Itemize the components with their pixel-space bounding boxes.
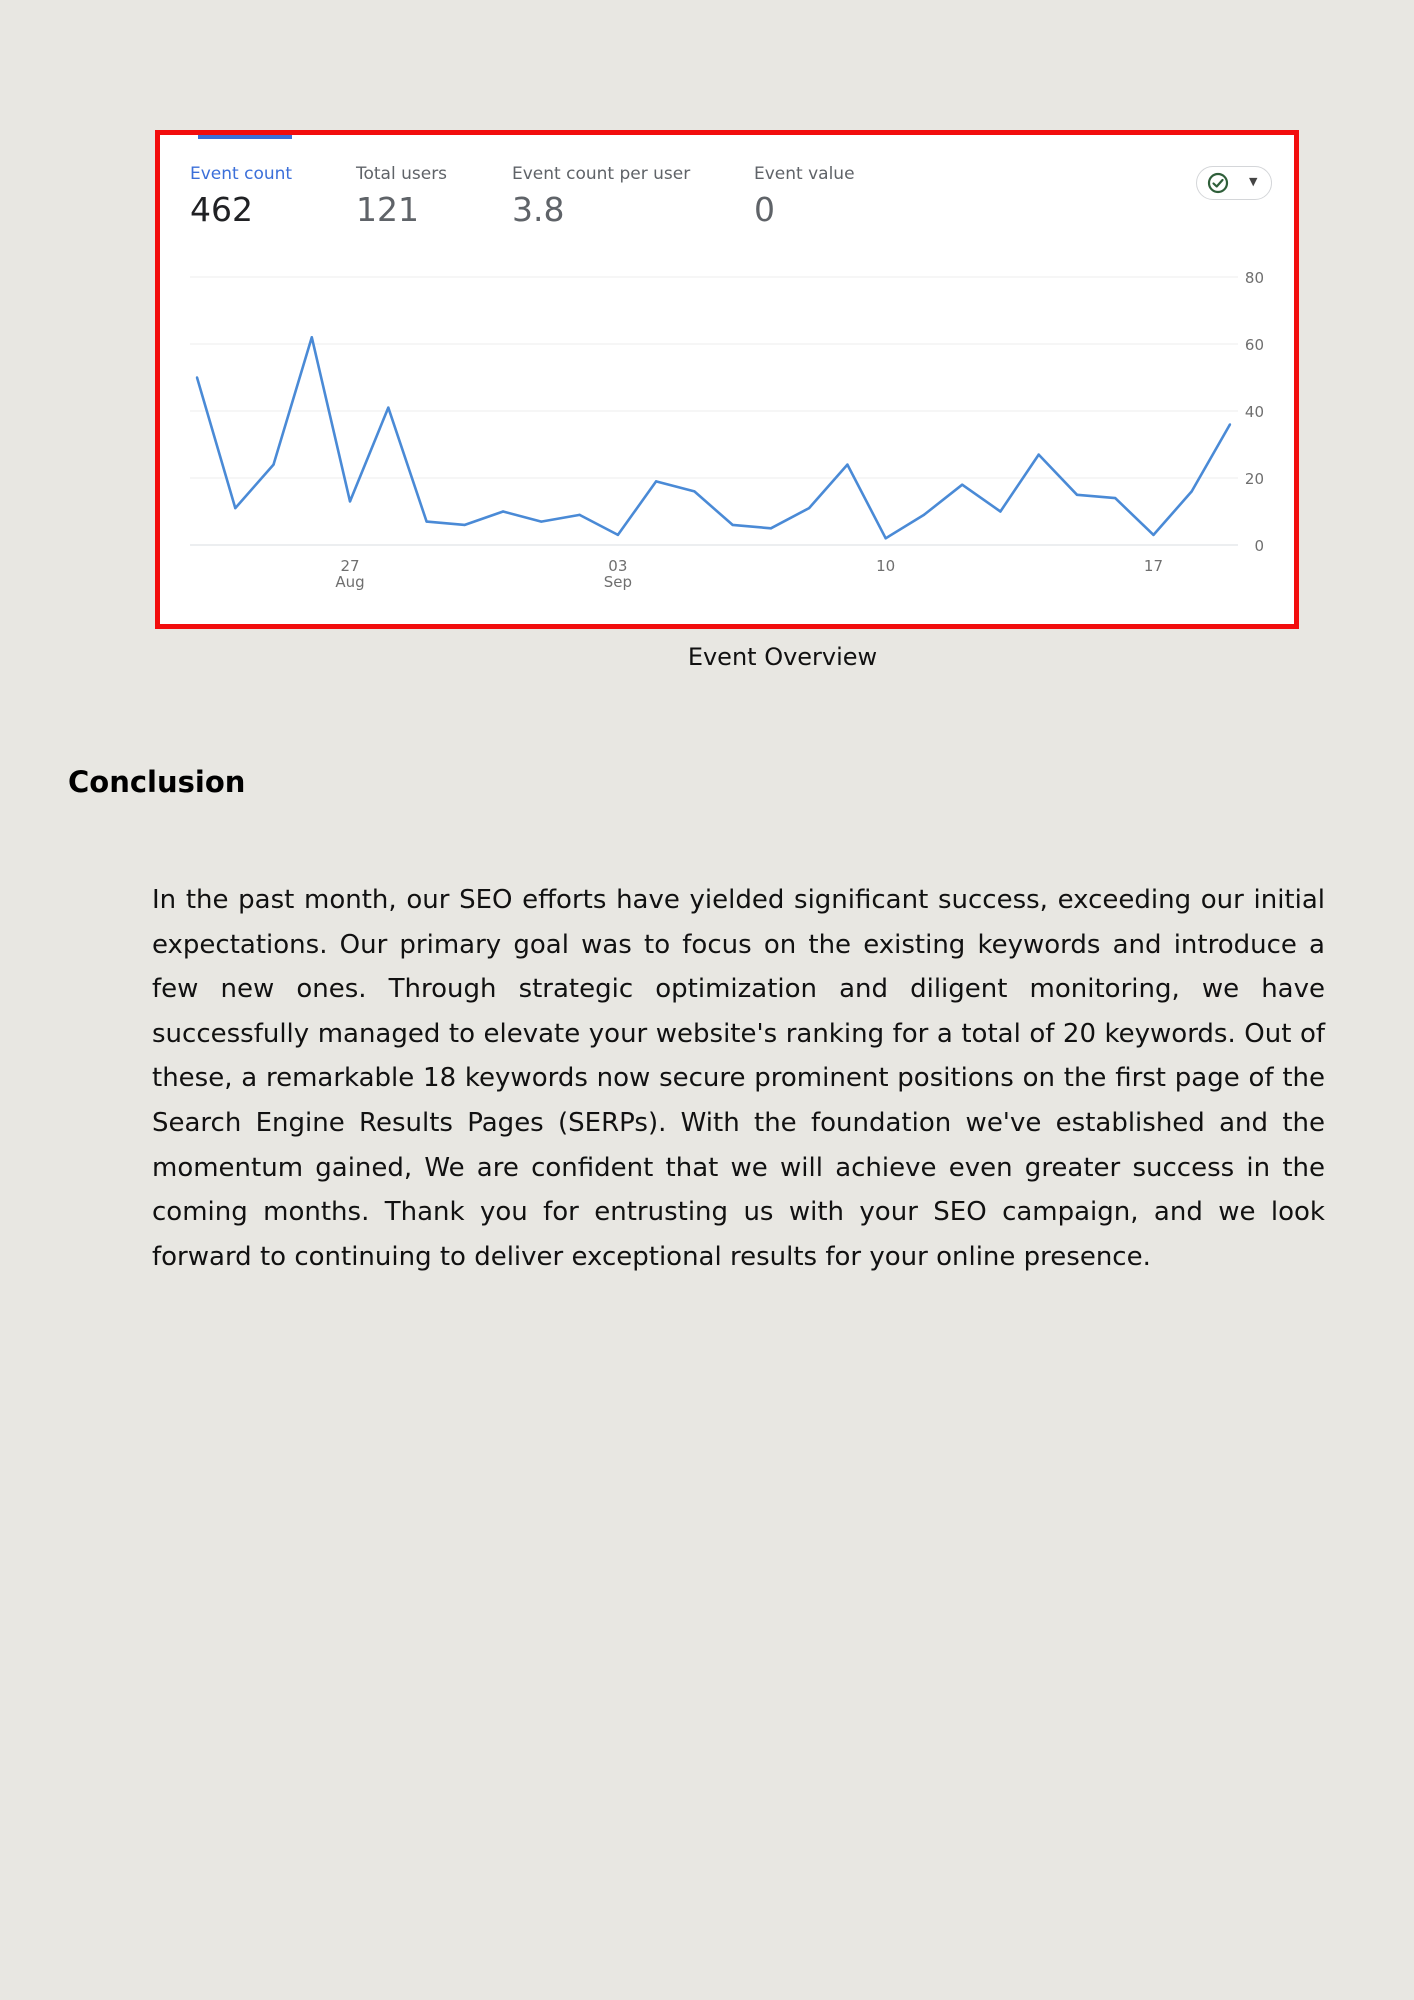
x-tick-month-label: Sep [603,573,632,591]
x-tick-label: 03 [608,557,628,575]
metric-label: Event count per user [512,164,691,184]
caret-down-icon: ▼ [1249,175,1258,188]
data-point [770,527,772,529]
data-point [693,490,695,492]
metric-label: Total users [356,164,448,184]
x-tick-label: 17 [1143,557,1164,575]
data-point [999,510,1001,512]
data-point [846,463,848,465]
data-point [923,514,925,516]
data-point [349,500,351,502]
y-tick-label: 40 [1244,403,1264,421]
y-tick-label: 60 [1244,336,1264,354]
data-point [884,537,886,539]
data-point [961,484,963,486]
metric-label: Event value [754,164,855,184]
data-point [311,336,313,338]
y-tick-label: 20 [1244,470,1264,488]
data-point [502,510,504,512]
data-point [1229,423,1231,425]
event-count-series-line [197,337,1230,538]
event-count-line-chart [160,135,1294,624]
x-tick-label: 10 [876,557,896,575]
y-tick-label: 0 [1254,537,1264,555]
data-point [1152,534,1154,536]
data-point [196,376,198,378]
data-point [655,480,657,482]
data-point [387,406,389,408]
metric-value: 462 [190,190,253,229]
data-point [731,524,733,526]
data-point [617,534,619,536]
data-point [1114,497,1116,499]
data-point [808,507,810,509]
section-heading: Conclusion [68,765,246,799]
figure-caption: Event Overview [687,643,878,671]
y-tick-label: 80 [1244,269,1264,287]
x-tick-label: 27 [340,557,360,575]
data-point [578,514,580,516]
data-point [425,520,427,522]
metric-value: 3.8 [512,190,565,229]
data-point [272,463,274,465]
metric-label: Event count [190,164,293,184]
data-point [1076,494,1078,496]
metric-value: 0 [754,190,775,229]
data-point [464,524,466,526]
metric-value: 121 [356,190,419,229]
data-point [234,507,236,509]
data-point [1191,490,1193,492]
x-tick-month-label: Aug [335,573,365,591]
event-overview-figure [155,130,1299,629]
data-point [1038,453,1040,455]
conclusion-paragraph: In the past month, our SEO efforts have yielded significant success, exceeding our initial expectations. Our primary goal was to focus on the existing keywords and introduce a few new ones. Through strategic optimization and diligent monitoring, we have successfully managed to elevate your website's ranking for a total of 20 keywords. Out of these, a remarkable 18 keywords now secure prominent positions on the first page of the Search Engine Results Pages (SERPs). With the foundation we've established and the momentum gained, We are confident that we will achieve even greater success in the coming months. Thank you for entrusting us with your SEO campaign, and we look forward to continuing to deliver exceptional results for your online presence. [152,885,1325,1272]
data-point [540,520,542,522]
